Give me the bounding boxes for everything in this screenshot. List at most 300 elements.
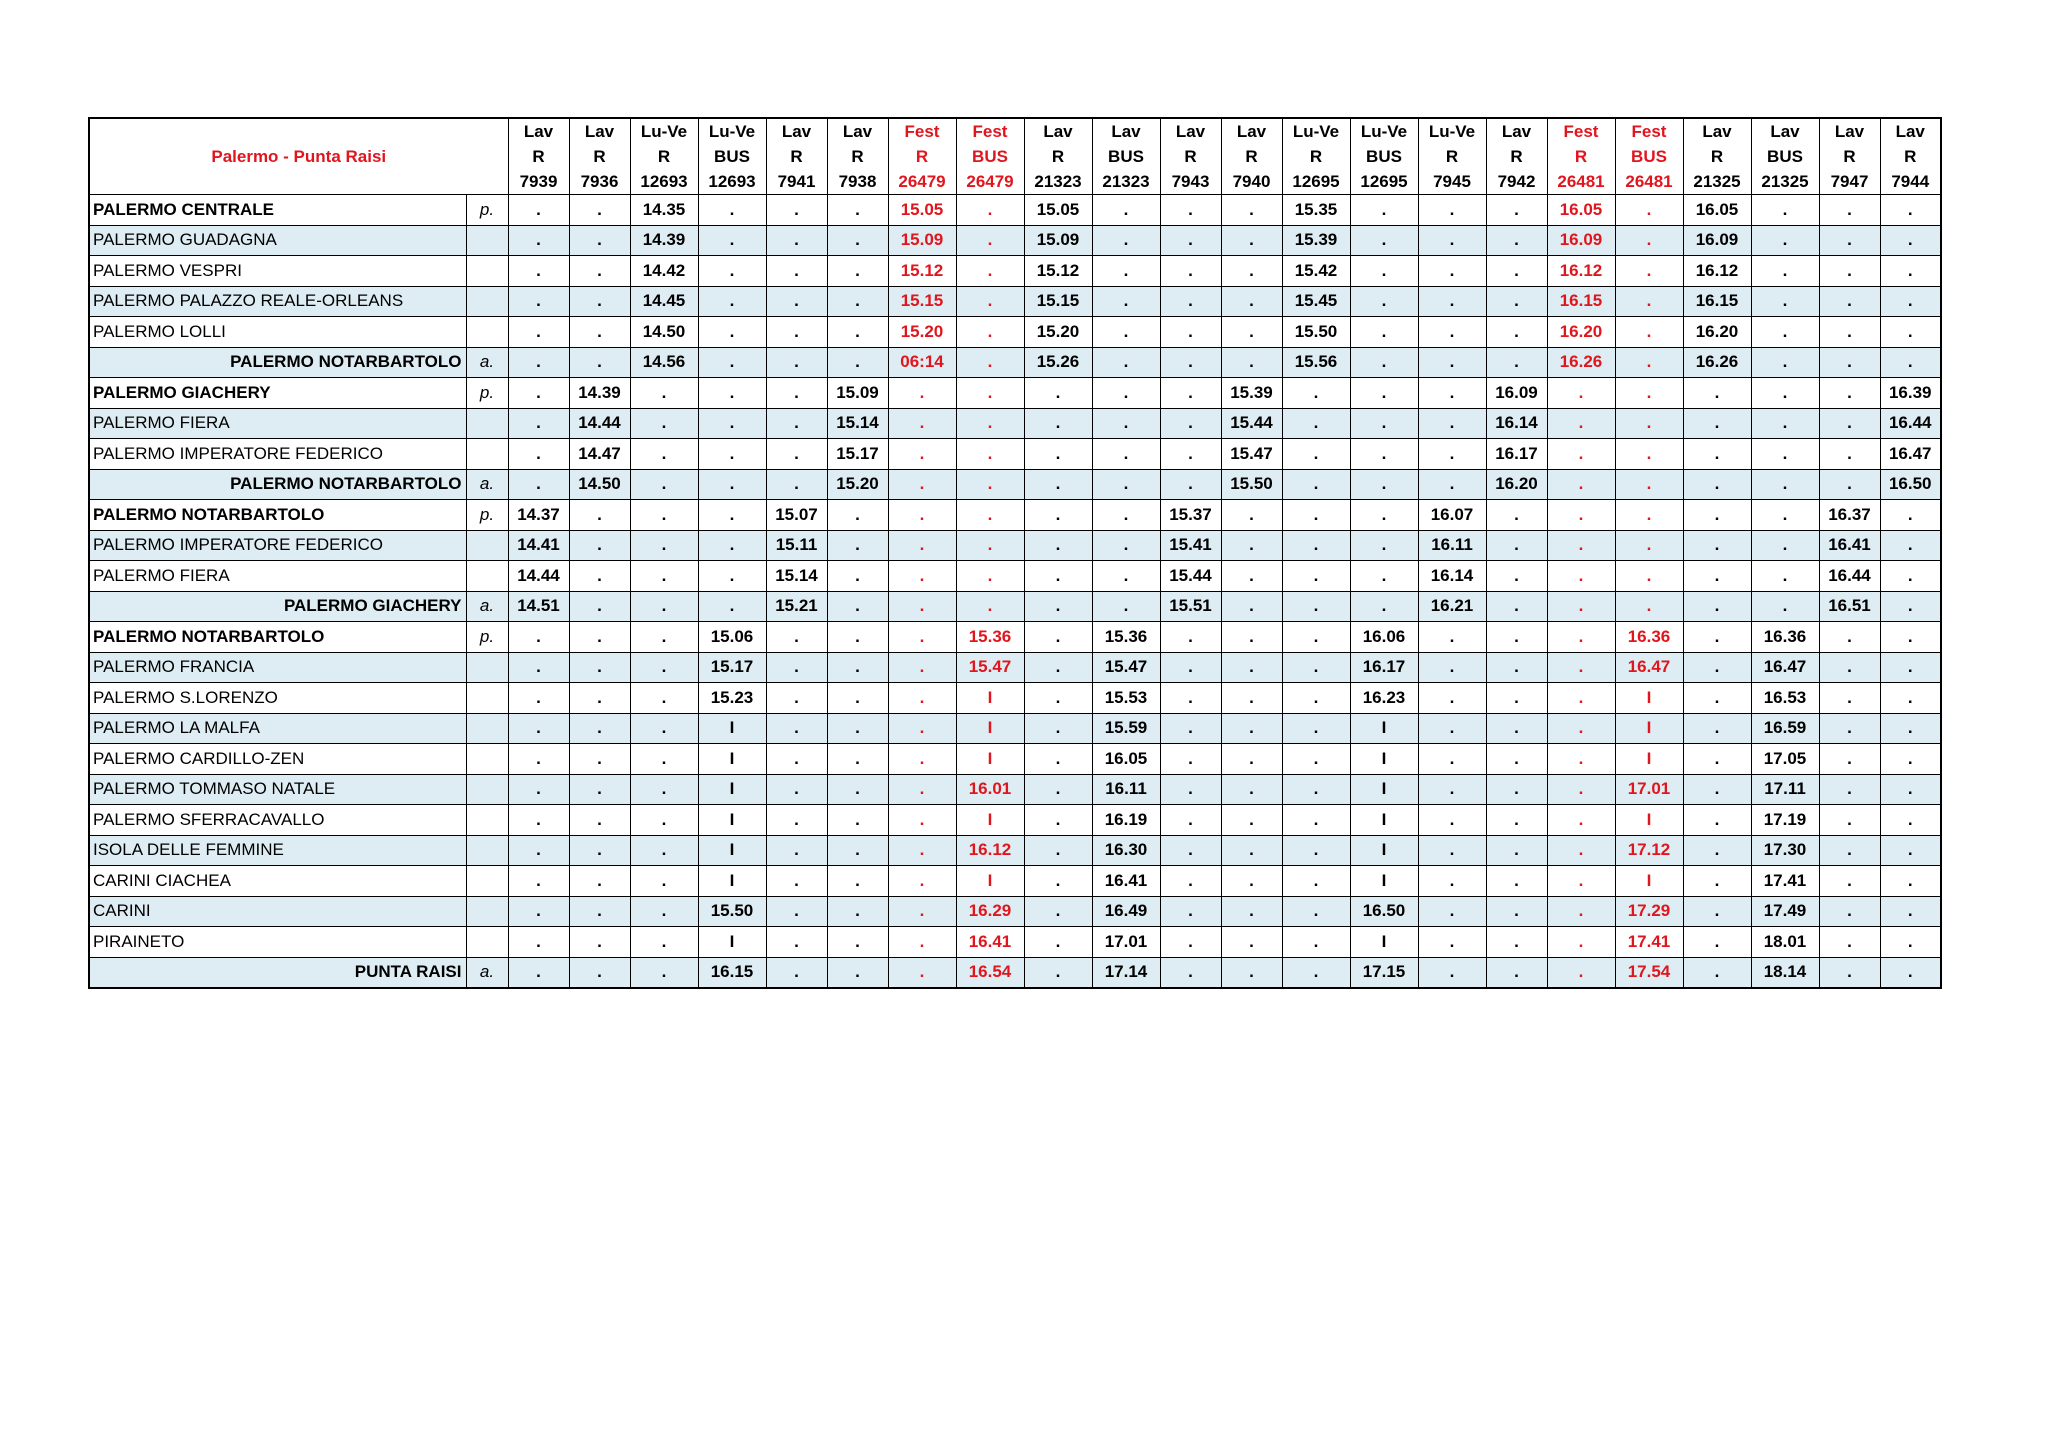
time-cell: . [1160,408,1221,439]
time-cell: . [1160,195,1221,226]
time-cell: . [1880,347,1941,378]
train-day: Lav [842,122,873,141]
time-cell: . [1880,622,1941,653]
time-cell: 16.37 [1819,500,1880,531]
train-number: 21323 [1034,172,1082,191]
time-cell: 15.51 [1160,591,1221,622]
time-cell: . [1683,408,1751,439]
time-cell: I [956,713,1024,744]
time-cell: . [1615,286,1683,317]
timetable-row [89,225,1941,256]
time-cell: . [508,774,569,805]
time-cell: 16.36 [1751,622,1819,653]
timetable-row [89,622,1941,653]
time-cell: . [508,683,569,714]
time-cell: . [1486,317,1547,348]
time-cell: 15.36 [1092,622,1160,653]
train-type: R [1309,147,1323,166]
time-cell: . [1092,561,1160,592]
timetable-row [89,713,1941,744]
time-cell: . [630,683,698,714]
timetable-row [89,866,1941,897]
train-number: 21323 [1102,172,1150,191]
station-name: PALERMO IMPERATORE FEDERICO [89,439,466,470]
time-cell: 14.50 [569,469,630,500]
train-day: Fest [1563,122,1599,141]
timetable-row [89,896,1941,927]
timetable-row [89,347,1941,378]
time-cell: . [1683,683,1751,714]
train-number: 21325 [1761,172,1809,191]
time-cell: I [1350,805,1418,836]
train-day: Lav [1702,122,1732,141]
time-cell: . [1092,469,1160,500]
time-cell: . [956,225,1024,256]
time-cell: 17.41 [1615,927,1683,958]
time-cell: 15.21 [766,591,827,622]
time-cell: . [1282,683,1350,714]
station-name: PALERMO FIERA [89,408,466,439]
time-cell: . [698,591,766,622]
time-cell: . [766,317,827,348]
time-cell: . [1024,530,1092,561]
timetable-row [89,500,1941,531]
time-cell: . [1024,683,1092,714]
time-cell: . [827,225,888,256]
train-type: R [593,147,606,166]
arrival-departure-marker: a. [466,591,508,622]
time-cell: 14.44 [508,561,569,592]
time-cell: . [1350,225,1418,256]
time-cell: . [1024,927,1092,958]
time-cell: 16.47 [1751,652,1819,683]
station-name: PALERMO VESPRI [89,256,466,287]
time-cell: . [1418,805,1486,836]
time-cell: . [1160,622,1221,653]
time-cell: . [1160,927,1221,958]
time-cell: . [1880,256,1941,287]
time-cell: . [1547,805,1615,836]
time-cell: . [1547,591,1615,622]
train-header-26479 [956,118,1024,195]
train-type: R [790,147,803,166]
train-header-7947 [1819,118,1880,195]
time-cell: . [698,195,766,226]
time-cell: 15.50 [1221,469,1282,500]
time-cell: . [1683,774,1751,805]
train-number: 12693 [640,172,688,191]
time-cell: 14.47 [569,439,630,470]
time-cell: 18.01 [1751,927,1819,958]
time-cell: . [1221,927,1282,958]
station-name: PALERMO NOTARBARTOLO [89,469,466,500]
time-cell: . [1819,225,1880,256]
time-cell: 16.49 [1092,896,1160,927]
time-cell: 16.51 [1819,591,1880,622]
timetable-row [89,286,1941,317]
train-day: Lav [781,122,812,141]
time-cell: 14.37 [508,500,569,531]
time-cell: . [1092,591,1160,622]
time-cell: . [1751,469,1819,500]
time-cell: 15.59 [1092,713,1160,744]
time-cell: 16.59 [1751,713,1819,744]
time-cell: . [1819,683,1880,714]
time-cell: . [508,347,569,378]
arrival-departure-marker [466,835,508,866]
time-cell: . [569,896,630,927]
time-cell: . [1819,835,1880,866]
time-cell: . [827,744,888,775]
time-cell: . [1751,500,1819,531]
time-cell: . [1418,835,1486,866]
time-cell: . [1092,408,1160,439]
time-cell: . [1615,195,1683,226]
time-cell: . [1615,317,1683,348]
time-cell: . [827,347,888,378]
time-cell: . [698,378,766,409]
arrival-departure-marker [466,561,508,592]
station-name: PALERMO PALAZZO REALE-ORLEANS [89,286,466,317]
time-cell: 16.30 [1092,835,1160,866]
time-cell: . [508,408,569,439]
time-cell: . [1221,195,1282,226]
time-cell: . [888,744,956,775]
timetable-row [89,683,1941,714]
time-cell: . [1024,561,1092,592]
time-cell: . [1819,408,1880,439]
time-cell: . [888,652,956,683]
time-cell: . [1486,774,1547,805]
time-cell: . [1547,622,1615,653]
time-cell: 15.05 [888,195,956,226]
timetable-row [89,378,1941,409]
time-cell: 15.12 [1024,256,1092,287]
train-number: 7938 [838,172,877,191]
time-cell: . [956,195,1024,226]
time-cell: . [766,652,827,683]
time-cell: . [508,744,569,775]
train-number: 7936 [580,172,619,191]
time-cell: 16.54 [956,957,1024,988]
time-cell: . [508,225,569,256]
time-cell: 15.44 [1221,408,1282,439]
time-cell: I [1615,744,1683,775]
time-cell: 15.53 [1092,683,1160,714]
arrival-departure-marker [466,866,508,897]
station-name: PALERMO NOTARBARTOLO [89,622,466,653]
time-cell: . [1282,652,1350,683]
time-cell: . [766,286,827,317]
arrival-departure-marker: p. [466,378,508,409]
time-cell: . [1282,896,1350,927]
time-cell: . [766,347,827,378]
time-cell: . [1092,286,1160,317]
time-cell: . [1486,225,1547,256]
time-cell: . [1880,835,1941,866]
time-cell: . [1683,652,1751,683]
train-day: Lav [1501,122,1532,141]
time-cell: . [1819,317,1880,348]
train-number: 7939 [519,172,558,191]
time-cell: . [888,774,956,805]
time-cell: 15.07 [766,500,827,531]
time-cell: . [508,866,569,897]
time-cell: . [1880,713,1941,744]
time-cell: . [1880,866,1941,897]
time-cell: . [569,927,630,958]
time-cell: I [698,744,766,775]
train-number: 7942 [1497,172,1536,191]
station-name: PALERMO LA MALFA [89,713,466,744]
time-cell: . [766,866,827,897]
station-name: PALERMO LOLLI [89,317,466,348]
time-cell: . [1221,347,1282,378]
train-header-12693 [698,118,766,195]
time-cell: . [1160,683,1221,714]
arrival-departure-marker: p. [466,500,508,531]
timetable-row [89,927,1941,958]
station-name: CARINI [89,896,466,927]
time-cell: . [508,439,569,470]
train-type: R [1184,147,1197,166]
time-cell: . [827,317,888,348]
time-cell: 16.15 [1683,286,1751,317]
time-cell: I [698,774,766,805]
time-cell: . [766,957,827,988]
timetable-row [89,530,1941,561]
time-cell: . [1683,622,1751,653]
time-cell: 16.53 [1751,683,1819,714]
time-cell: 16.12 [1547,256,1615,287]
time-cell: . [1547,500,1615,531]
time-cell: . [827,835,888,866]
time-cell: . [1751,286,1819,317]
time-cell: 17.15 [1350,957,1418,988]
time-cell: 16.05 [1547,195,1615,226]
time-cell: . [1547,774,1615,805]
time-cell: . [1282,835,1350,866]
time-cell: . [1486,652,1547,683]
time-cell: I [956,744,1024,775]
train-number: 12695 [1292,172,1340,191]
time-cell: 17.01 [1092,927,1160,958]
time-cell: . [508,927,569,958]
time-cell: 15.44 [1160,561,1221,592]
time-cell: . [630,957,698,988]
time-cell: . [1751,256,1819,287]
time-cell: . [630,622,698,653]
time-cell: . [1486,744,1547,775]
time-cell: . [956,439,1024,470]
timetable-row [89,835,1941,866]
arrival-departure-marker: a. [466,957,508,988]
train-day: Lav [1770,122,1800,141]
arrival-departure-marker [466,439,508,470]
time-cell: 17.05 [1751,744,1819,775]
time-cell: . [1160,713,1221,744]
train-type: R [1245,147,1258,166]
time-cell: . [1418,286,1486,317]
train-header-21325 [1683,118,1751,195]
time-cell: . [766,378,827,409]
time-cell: . [1418,957,1486,988]
time-cell: . [766,439,827,470]
time-cell: . [1024,835,1092,866]
station-name: PALERMO GIACHERY [89,378,466,409]
time-cell: . [1547,408,1615,439]
time-cell: . [1418,408,1486,439]
arrival-departure-marker [466,713,508,744]
time-cell: 15.41 [1160,530,1221,561]
time-cell: I [698,713,766,744]
train-day: Lu-Ve [1360,122,1408,141]
station-name: PALERMO SFERRACAVALLO [89,805,466,836]
timetable-row [89,652,1941,683]
timetable-row [89,561,1941,592]
time-cell: . [698,286,766,317]
time-cell: . [1160,439,1221,470]
time-cell: . [630,530,698,561]
train-day: Lav [1043,122,1073,141]
time-cell: I [1615,683,1683,714]
time-cell: . [1880,286,1941,317]
time-cell: I [956,805,1024,836]
train-number: 26479 [966,172,1014,191]
time-cell: . [1350,439,1418,470]
time-cell: . [1615,225,1683,256]
time-cell: . [698,256,766,287]
time-cell: . [766,744,827,775]
time-cell: . [1282,622,1350,653]
time-cell: 06:14 [888,347,956,378]
station-name: PALERMO FIERA [89,561,466,592]
train-header-26481 [1547,118,1615,195]
time-cell: 17.12 [1615,835,1683,866]
time-cell: . [630,896,698,927]
time-cell: . [1160,347,1221,378]
time-cell: 16.12 [956,835,1024,866]
train-type: BUS [714,147,750,166]
time-cell: . [827,591,888,622]
time-cell: . [698,530,766,561]
time-cell: 15.17 [698,652,766,683]
time-cell: 16.44 [1880,408,1941,439]
train-header-12695 [1350,118,1418,195]
time-cell: . [1418,469,1486,500]
train-number: 21325 [1693,172,1741,191]
train-header-21325 [1751,118,1819,195]
train-type: R [1051,147,1065,166]
time-cell: . [1819,896,1880,927]
time-cell: . [1486,622,1547,653]
time-cell: . [1486,561,1547,592]
time-cell: . [1160,866,1221,897]
time-cell: 16.07 [1418,500,1486,531]
arrival-departure-marker [466,744,508,775]
time-cell: 16.20 [1683,317,1751,348]
time-cell: . [1024,500,1092,531]
time-cell: . [956,500,1024,531]
time-cell: . [1282,439,1350,470]
time-cell: . [1683,866,1751,897]
train-header-7938 [827,118,888,195]
time-cell: 14.42 [630,256,698,287]
time-cell: 15.20 [1024,317,1092,348]
time-cell: . [1350,530,1418,561]
time-cell: . [1418,378,1486,409]
time-cell: . [1221,256,1282,287]
time-cell: 16.11 [1418,530,1486,561]
train-header-7944 [1880,118,1941,195]
time-cell: . [1615,256,1683,287]
time-cell: 14.39 [630,225,698,256]
time-cell: . [1486,927,1547,958]
train-header-7943 [1160,118,1221,195]
time-cell: . [956,378,1024,409]
time-cell: I [698,805,766,836]
time-cell: I [1350,713,1418,744]
time-cell: . [1282,591,1350,622]
time-cell: . [1024,805,1092,836]
time-cell: . [1486,805,1547,836]
time-cell: . [766,195,827,226]
time-cell: . [827,500,888,531]
train-header-7942 [1486,118,1547,195]
time-cell: . [1683,378,1751,409]
time-cell: . [1547,957,1615,988]
time-cell: I [1350,774,1418,805]
time-cell: . [630,469,698,500]
time-cell: . [1751,225,1819,256]
train-number: 7940 [1232,172,1271,191]
time-cell: . [1024,469,1092,500]
time-cell: . [1819,347,1880,378]
time-cell: . [1547,835,1615,866]
time-cell: . [1282,774,1350,805]
train-type: R [1574,147,1588,166]
time-cell: . [827,561,888,592]
time-cell: 15.37 [1160,500,1221,531]
time-cell: . [1350,256,1418,287]
time-cell: . [1547,439,1615,470]
time-cell: . [827,622,888,653]
time-cell: . [1221,622,1282,653]
arrival-departure-marker [466,927,508,958]
time-cell: . [698,317,766,348]
time-cell: . [508,622,569,653]
station-name: PALERMO CENTRALE [89,195,466,226]
time-cell: . [956,347,1024,378]
station-name: PALERMO TOMMASO NATALE [89,774,466,805]
time-cell: . [1751,408,1819,439]
time-cell: . [1486,256,1547,287]
time-cell: . [827,530,888,561]
timetable-row [89,408,1941,439]
time-cell: 16.12 [1683,256,1751,287]
time-cell: . [1221,286,1282,317]
train-type: R [915,147,929,166]
time-cell: 15.36 [956,622,1024,653]
time-cell: . [1486,866,1547,897]
time-cell: 16.23 [1350,683,1418,714]
time-cell: . [766,408,827,439]
time-cell: . [1819,866,1880,897]
time-cell: . [766,683,827,714]
time-cell: . [1024,652,1092,683]
train-header-7945 [1418,118,1486,195]
time-cell: . [1092,500,1160,531]
